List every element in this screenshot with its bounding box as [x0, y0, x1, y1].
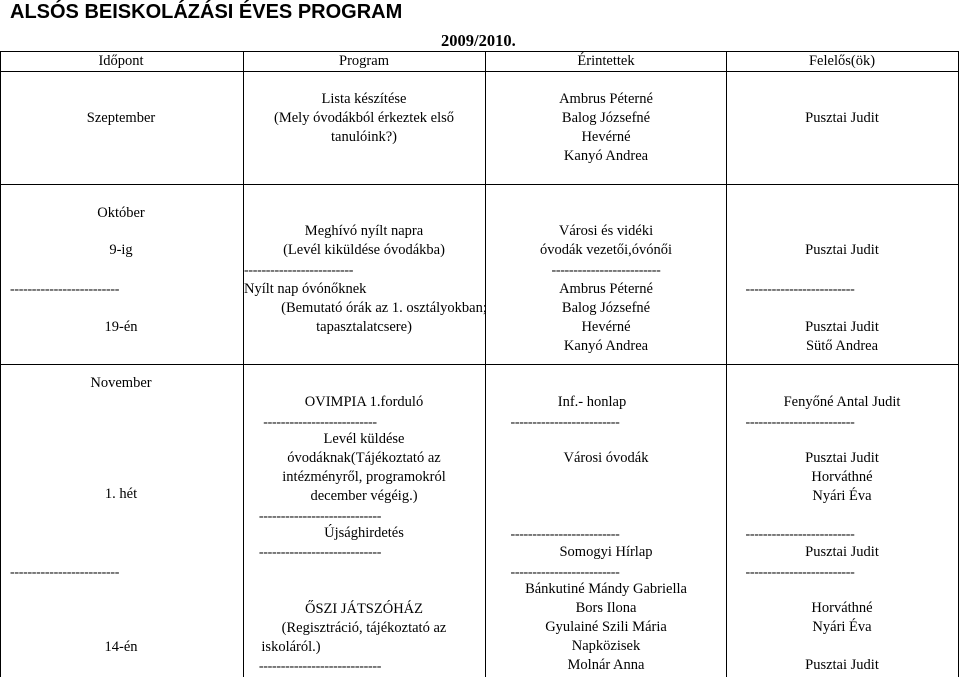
header-time: Időpont	[98, 53, 144, 69]
october-involved-line: Ambrus Péterné	[559, 281, 653, 297]
september-responsible: Pusztai Judit	[805, 110, 879, 126]
october-responsible: Sütő Andrea	[805, 338, 879, 354]
october-time: Október	[97, 205, 145, 221]
september-involved-line: Kanyó Andrea	[563, 148, 649, 164]
october-date-1: 9-ig	[109, 242, 133, 258]
october-involved-line: Balog Józsefné	[561, 300, 651, 316]
page-title: ALSÓS BEISKOLÁZÁSI ÉVES PROGRAM	[10, 1, 403, 23]
september-involved-line: Balog Józsefné	[561, 110, 651, 126]
november-program-line: (Regisztráció, tájékoztató az	[281, 620, 447, 636]
november-involved-line: Napközisek	[571, 638, 641, 654]
september-program-line: tanulóink?)	[330, 129, 398, 145]
column-divider-1	[243, 51, 244, 677]
separator-line: -------------------------	[510, 527, 620, 542]
separator-line: -------------------------	[551, 263, 661, 278]
october-involved-line: Kanyó Andrea	[563, 338, 649, 354]
header-involved: Érintettek	[577, 53, 635, 69]
november-involved-line: Inf.- honlap	[557, 394, 627, 410]
november-program-line: OVIMPIA 1.forduló	[304, 394, 424, 410]
november-responsible: Nyári Éva	[812, 488, 872, 504]
separator-line: -------------------------	[10, 282, 120, 297]
separator-line: -------------------------	[745, 565, 855, 580]
november-program-line: ŐSZI JÁTSZÓHÁZ	[304, 601, 424, 617]
october-program-line: (Levél kiküldése óvodákba)	[283, 242, 445, 258]
separator-line: -------------------------	[510, 565, 620, 580]
november-involved-line: Molnár Anna	[567, 657, 645, 673]
september-program-line: Lista készítése	[321, 91, 407, 107]
november-date-1: 1. hét	[104, 486, 138, 502]
september-involved-line: Ambrus Péterné	[559, 91, 653, 107]
november-date-2: 14-én	[104, 639, 138, 655]
november-responsible: Horváthné	[811, 469, 873, 485]
header-responsible: Felelős(ök)	[808, 53, 876, 69]
november-involved-line: Bors Ilona	[575, 600, 637, 616]
september-time: Szeptember	[86, 110, 156, 126]
october-involved-line: Városi és vidéki	[558, 223, 654, 239]
november-program-line: december végéig.)	[310, 488, 418, 504]
october-program-line: tapasztalatcsere)	[316, 319, 412, 335]
separator-line: -------------------------	[745, 282, 855, 297]
november-time: November	[90, 375, 152, 391]
november-program-line: intézményről, programokról	[282, 469, 446, 485]
separator-line: -------------------------	[745, 415, 855, 430]
october-involved-line: Hevérné	[581, 319, 631, 335]
november-responsible: Fenyőné Antal Judit	[783, 394, 901, 410]
separator-line: ----------------------------	[258, 545, 382, 560]
october-program-line: Meghívó nyílt napra	[304, 223, 424, 239]
november-program-line: Újsághirdetés	[324, 525, 404, 541]
school-year: 2009/2010.	[441, 31, 516, 50]
header-program: Program	[339, 53, 389, 69]
november-responsible: Pusztai Judit	[805, 544, 879, 560]
separator-line: ----------------------------	[258, 659, 382, 674]
separator-line: -------------------------	[244, 263, 354, 278]
november-responsible: Pusztai Judit	[805, 450, 879, 466]
november-involved-line: Gyulainé Szili Mária	[545, 619, 667, 635]
column-divider-2	[485, 51, 486, 677]
november-program-line: iskoláról.)	[261, 639, 321, 655]
separator-line: -------------------------	[10, 565, 120, 580]
header-bottom-border	[0, 71, 959, 72]
table-left-border	[0, 51, 1, 677]
october-program-line: Nyílt nap óvónőknek	[244, 281, 367, 297]
november-involved-line: Bánkutiné Mándy Gabriella	[525, 581, 687, 597]
november-responsible: Horváthné	[811, 600, 873, 616]
november-involved-line: Somogyi Hírlap	[559, 544, 653, 560]
column-divider-3	[726, 51, 727, 677]
separator-line: --------------------------	[263, 415, 377, 430]
october-involved-line: óvodák vezetői,óvónői	[539, 242, 673, 258]
separator-line: -------------------------	[510, 415, 620, 430]
separator-line: -------------------------	[745, 527, 855, 542]
november-responsible: Nyári Éva	[812, 619, 872, 635]
september-involved-line: Hevérné	[581, 129, 631, 145]
september-program-line: (Mely óvodákból érkeztek első	[274, 110, 454, 126]
november-responsible: Pusztai Judit	[805, 657, 879, 673]
october-date-2: 19-én	[104, 319, 138, 335]
november-involved-line: Városi óvodák	[563, 450, 649, 466]
october-bottom-border	[0, 364, 959, 365]
november-program-line: óvodáknak(Tájékoztató az	[287, 450, 441, 466]
separator-line: ----------------------------	[258, 509, 382, 524]
september-bottom-border	[0, 184, 959, 185]
november-program-line: Levél küldése	[323, 431, 405, 447]
october-program-line: (Bemutató órák az 1. osztályokban;	[281, 300, 487, 316]
october-responsible: Pusztai Judit	[805, 242, 879, 258]
october-responsible: Pusztai Judit	[805, 319, 879, 335]
